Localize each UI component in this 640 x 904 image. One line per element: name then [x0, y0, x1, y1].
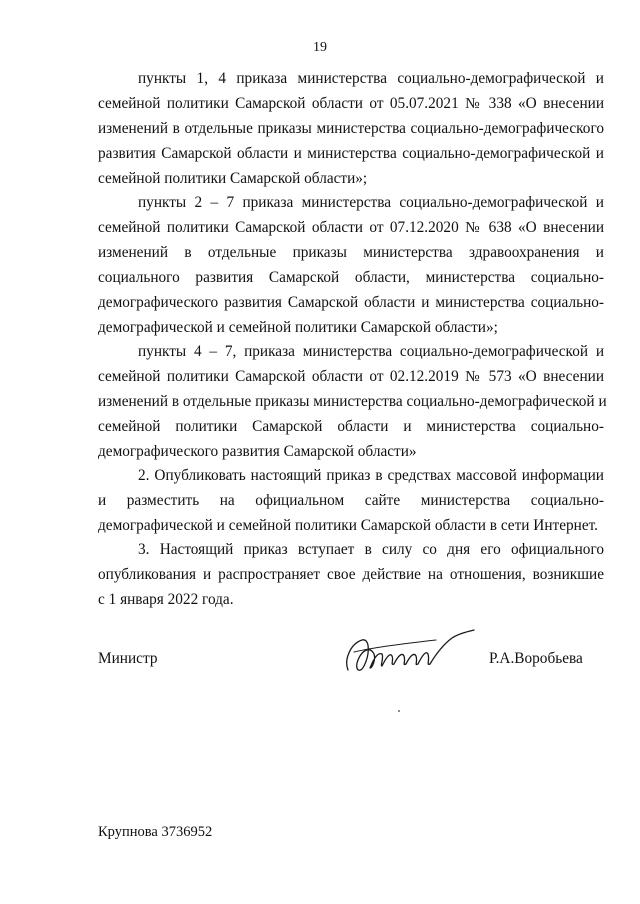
paragraph-4-line-2: и разместить на официальном сайте министерства социально-	[98, 492, 604, 509]
paragraph-3-line-5: демографического развития Самарской области»	[98, 443, 417, 460]
signatory-name: Р.А.Воробьева	[489, 650, 583, 667]
paragraph-3-line-2: семейной политики Самарской области от 02.12.2019 № 573 «О внесении	[98, 368, 604, 385]
paragraph-5-line-2: опубликования и распространяет свое действие на отношения, возникшие	[98, 566, 604, 583]
paragraph-2-line-3: изменений в отдельные приказы министерства здравоохранения и	[98, 244, 604, 261]
signatory-title: Министр	[98, 650, 158, 667]
paragraph-2-line-1: пункты 2 – 7 приказа министерства социально-демографической и	[138, 194, 604, 211]
paragraph-3-line-4: семейной политики Самарской области и министерства социально-	[98, 418, 604, 435]
paragraph-2-line-2: семейной политики Самарской области от 07.12.2020 № 638 «О внесении	[98, 219, 604, 236]
paragraph-5-line-1: 3. Настоящий приказ вступает в силу со дня его официального	[138, 541, 604, 558]
paragraph-1-line-1: пункты 1, 4 приказа министерства социально-демографической и	[138, 70, 604, 87]
paragraph-1-line-4: развития Самарской области и министерства социально-демографической и	[98, 145, 604, 162]
paragraph-2-line-6: демографической и семейной политики Самарской области»;	[98, 319, 498, 336]
scan-speck	[398, 710, 400, 712]
handwritten-signature	[340, 624, 480, 680]
paragraph-1-line-2: семейной политики Самарской области от 05.07.2021 № 338 «О внесении	[98, 95, 604, 112]
paragraph-4-line-1: 2. Опубликовать настоящий приказ в средствах массовой информации	[138, 467, 604, 484]
paragraph-1-line-5: семейной политики Самарской области»;	[98, 170, 368, 187]
paragraph-5-line-3: с 1 января 2022 года.	[98, 591, 234, 608]
paragraph-2-line-4: социального развития Самарской области, министерства социально-	[98, 269, 604, 286]
paragraph-3-line-1: пункты 4 – 7, приказа министерства социально-демографической и	[138, 343, 604, 360]
page-number: 19	[313, 40, 327, 55]
paragraph-1-line-3: изменений в отдельные приказы министерства социально-демографического	[98, 120, 604, 137]
executor-contact: Крупнова 3736952	[98, 824, 213, 840]
paragraph-2-line-5: демографического развития Самарской области и министерства социально-	[98, 294, 604, 311]
paragraph-4-line-3: демографической и семейной политики Самарской области в сети Интернет.	[98, 517, 598, 534]
paragraph-3-line-3: изменений в отдельные приказы министерства социально-демографической и	[98, 393, 607, 410]
